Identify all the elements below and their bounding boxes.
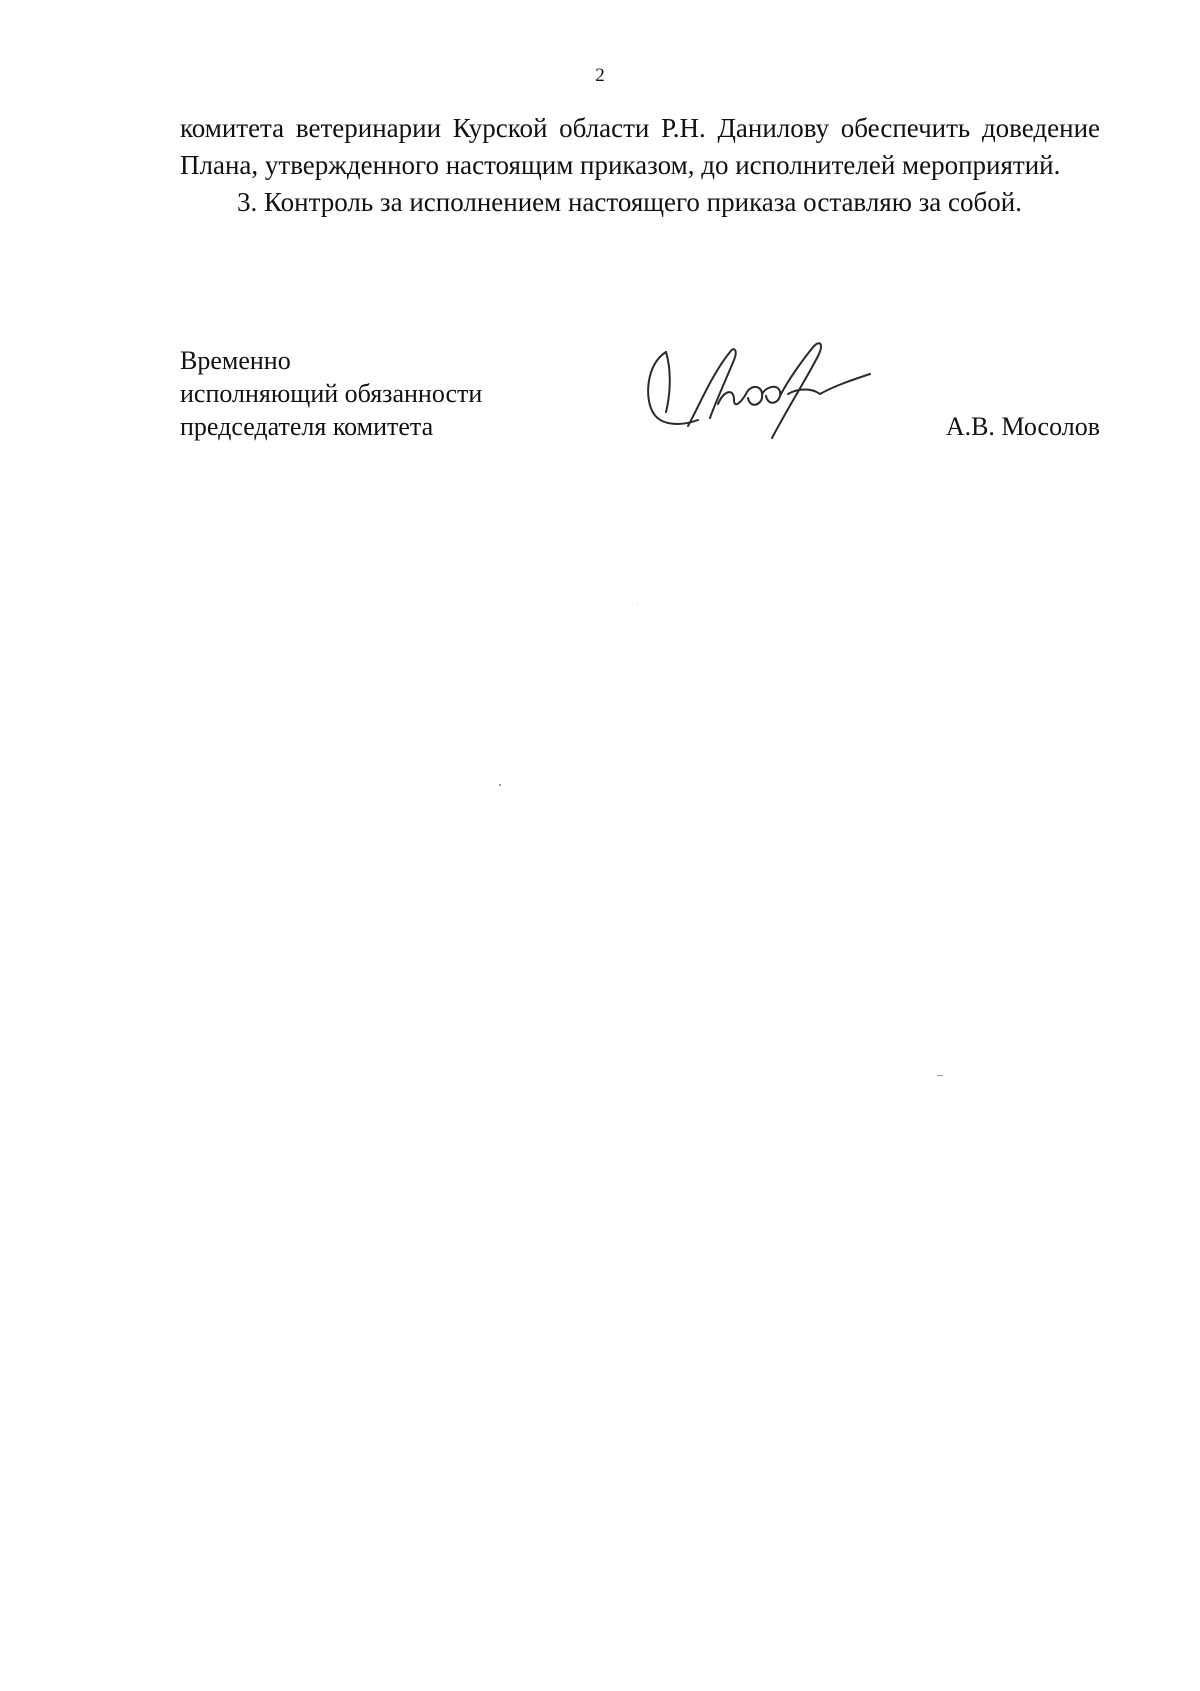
signer-position-line-2: исполняющий обязанности — [180, 379, 483, 408]
handwritten-signature-icon — [638, 334, 878, 444]
signer-position-line-1: Временно — [180, 346, 291, 375]
paragraph-3: 3. Контроль за исполнением настоящего приказа оставляю за собой. — [237, 187, 1022, 217]
document-body — [180, 110, 1100, 221]
page-number: 2 — [595, 65, 605, 86]
paragraph-continued: комитета ветеринарии Курской области Р.Н. Данилову обеспечить доведение Плана, утвержденного настоящим приказом, до исполнителей мероприятий. — [180, 113, 1100, 180]
signer-position — [180, 344, 482, 443]
scan-speck — [637, 603, 638, 604]
scan-speck — [499, 784, 501, 786]
signature-block — [180, 344, 1100, 454]
signer-position-line-3: председателя комитета — [180, 412, 434, 441]
signer-name: А.В. Мосолов — [945, 412, 1100, 441]
scan-speck — [937, 1075, 943, 1076]
